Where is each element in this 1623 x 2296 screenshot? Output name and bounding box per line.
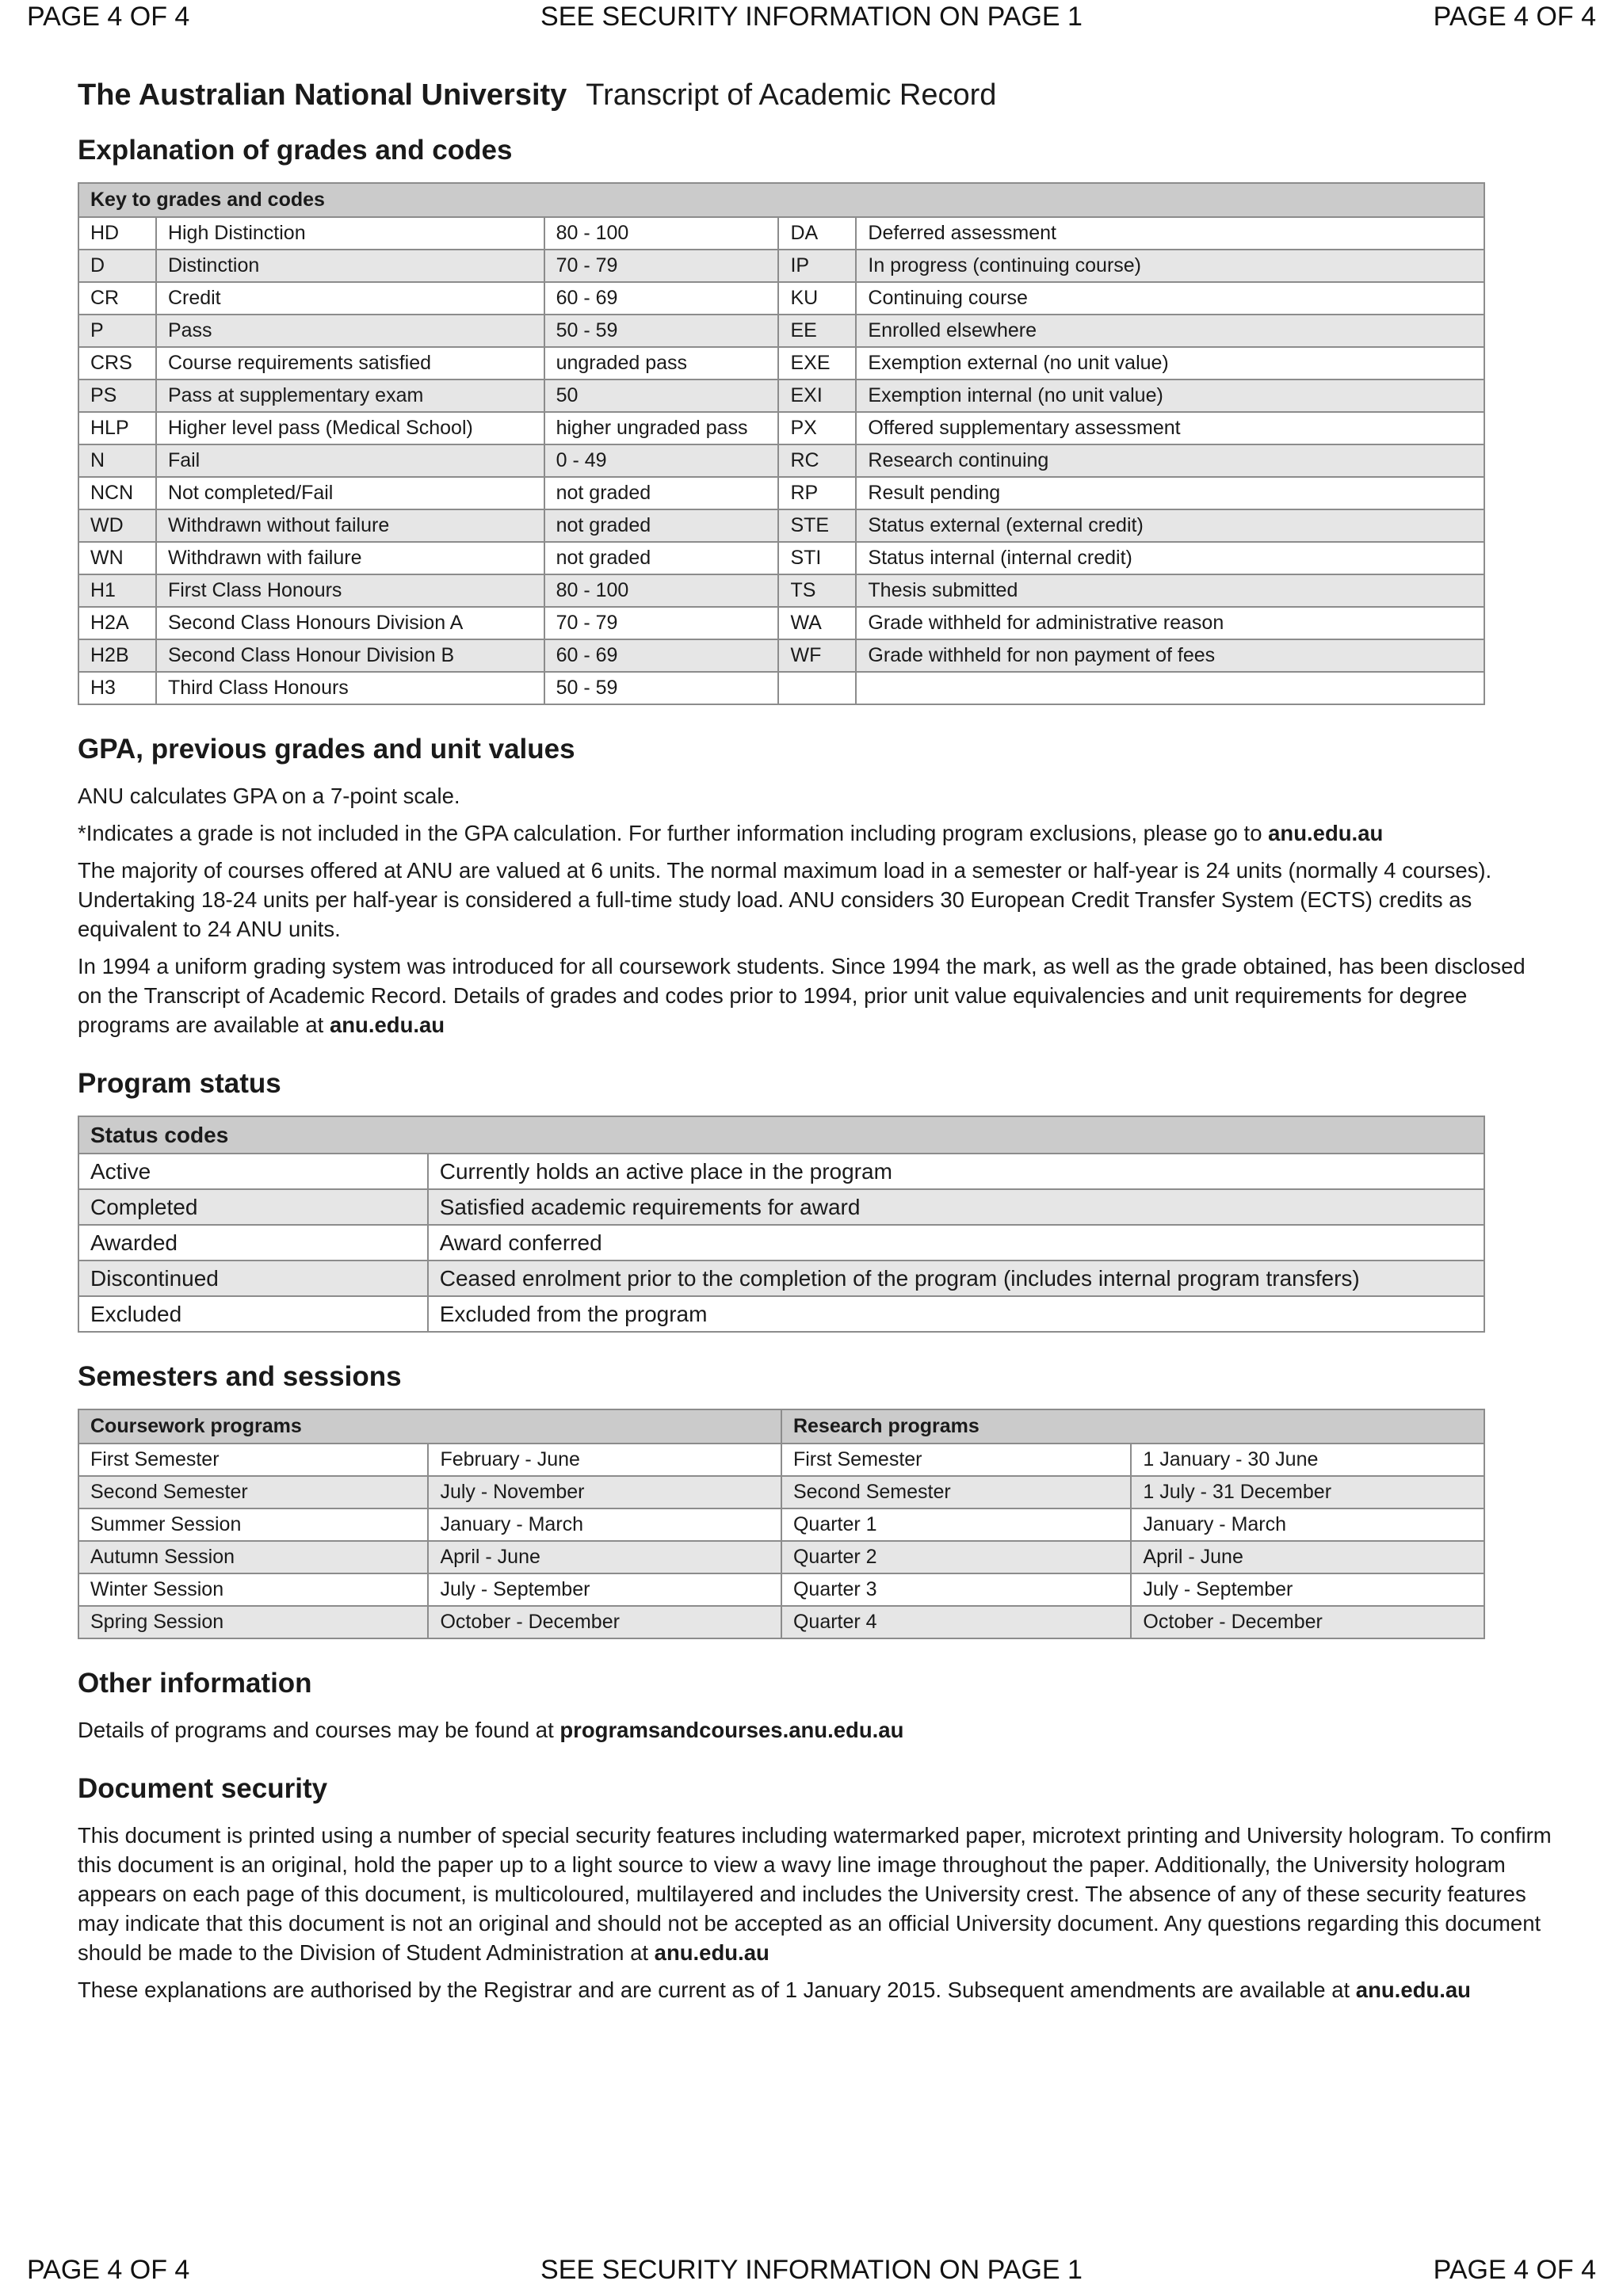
status-code-description [856,672,1484,704]
program-status: Awarded [78,1225,428,1261]
security-heading: Document security [78,1773,328,1804]
anu-link[interactable]: anu.edu.au [654,1940,769,1965]
security-notice: SEE SECURITY INFORMATION ON PAGE 1 [540,2,1083,32]
status-codes-table [78,1116,1485,1333]
grade-description: Course requirements satisfied [156,347,544,379]
grade-description: Distinction [156,250,544,282]
program-status: Discontinued [78,1261,428,1296]
grades-table-title: Key to grades and codes [78,183,1484,217]
grade-code: H1 [78,574,156,607]
semesters-heading: Semesters and sessions [78,1361,402,1392]
grade-range: 80 - 100 [544,574,779,607]
grade-description: High Distinction [156,217,544,250]
grade-code: WN [78,542,156,574]
coursework-period: January - March [428,1508,781,1541]
document-title: Transcript of Academic Record [586,78,997,112]
grade-code: D [78,250,156,282]
grade-range: 70 - 79 [544,250,779,282]
status-code: TS [778,574,856,607]
research-period: 1 July - 31 December [1131,1476,1484,1508]
program-status-description: Currently holds an active place in the program [428,1154,1484,1189]
coursework-programs-title: Coursework programs [78,1409,781,1444]
table-row [78,672,1484,704]
status-code-description: Exemption external (no unit value) [856,347,1484,379]
research-session: Quarter 1 [781,1508,1131,1541]
grade-code: NCN [78,477,156,509]
grade-range: 60 - 69 [544,639,779,672]
grade-description: Higher level pass (Medical School) [156,412,544,444]
status-code: EXE [778,347,856,379]
research-programs-title: Research programs [781,1409,1484,1444]
grade-range: 50 - 59 [544,672,779,704]
coursework-period: October - December [428,1606,781,1638]
page-marker-top [0,0,1623,38]
grade-range: 0 - 49 [544,444,779,477]
table-row [78,574,1484,607]
anu-link[interactable]: anu.edu.au [329,1013,445,1037]
grade-range: not graded [544,477,779,509]
table-row [78,639,1484,672]
document-header [78,74,1552,119]
program-status-description: Ceased enrolment prior to the completion of the program (includes internal program transfers) [428,1261,1484,1296]
grade-description: First Class Honours [156,574,544,607]
grade-range: 70 - 79 [544,607,779,639]
program-status-description: Award conferred [428,1225,1484,1261]
grade-description: Pass [156,315,544,347]
other-info-text: Details of programs and courses may be found at programsandcourses.anu.edu.au [78,1718,904,1742]
grading-history-text: In 1994 a uniform grading system was introduced for all coursework students. Since 1994 the mark, as well as the grade obtained, has been disclosed on the Transcript of Academic Record. Details of grades and codes prior to 1994, prior unit value equivalencies and unit requirements for degree programs are available at anu.edu.au [78,954,1526,1037]
table-row [78,1606,1484,1638]
grade-code: CR [78,282,156,315]
research-session: Second Semester [781,1476,1131,1508]
status-code-description: Continuing course [856,282,1484,315]
research-session: Quarter 4 [781,1606,1131,1638]
status-code: RP [778,477,856,509]
status-code-description: Deferred assessment [856,217,1484,250]
anu-link[interactable]: anu.edu.au [1355,1978,1471,2002]
grade-description: Second Class Honours Division A [156,607,544,639]
status-code-description: Thesis submitted [856,574,1484,607]
grade-code: H3 [78,672,156,704]
table-row [78,1508,1484,1541]
table-row [78,412,1484,444]
table-row [78,509,1484,542]
research-session: Quarter 3 [781,1573,1131,1606]
table-row [78,607,1484,639]
grade-code: H2B [78,639,156,672]
table-row [78,1573,1484,1606]
grade-range: not graded [544,542,779,574]
research-session: First Semester [781,1444,1131,1476]
grade-description: Third Class Honours [156,672,544,704]
coursework-period: April - June [428,1541,781,1573]
grade-code: H2A [78,607,156,639]
coursework-session: Summer Session [78,1508,428,1541]
coursework-period: July - September [428,1573,781,1606]
table-row [78,347,1484,379]
status-code-description: Research continuing [856,444,1484,477]
grade-code: HD [78,217,156,250]
grade-range: 60 - 69 [544,282,779,315]
grades-heading: Explanation of grades and codes [78,135,513,166]
status-code: STI [778,542,856,574]
status-code-description: Grade withheld for administrative reason [856,607,1484,639]
table-row [78,477,1484,509]
coursework-session: Winter Session [78,1573,428,1606]
gpa-exclusion-text: *Indicates a grade is not included in the GPA calculation. For further information including program exclusions, please go to anu.edu.au [78,821,1384,845]
research-period: January - March [1131,1508,1484,1541]
table-row [78,542,1484,574]
status-code: IP [778,250,856,282]
security-text: This document is printed using a number of special security features including watermarked paper, microtext printing and University hologram. To confirm this document is an original, hold the paper up to a light source to view a wavy line image throughout the paper. Additionally, the University hologram appears on each page of this document, is multicoloured, multilayered and includes the University crest. The absence of any of these security features may indicate that this document is not an original and should not be accepted as an official University document. Any questions regarding this document should be made to the Division of Student Administration at anu.edu.au [78,1823,1552,1965]
coursework-period: July - November [428,1476,781,1508]
grade-code: HLP [78,412,156,444]
status-code: RC [778,444,856,477]
table-row [78,1444,1484,1476]
coursework-session: First Semester [78,1444,428,1476]
research-period: 1 January - 30 June [1131,1444,1484,1476]
status-table-title: Status codes [78,1116,1484,1154]
program-status: Active [78,1154,428,1189]
table-row [78,1476,1484,1508]
status-code-description: Result pending [856,477,1484,509]
program-status: Completed [78,1189,428,1225]
status-code-description: Status internal (internal credit) [856,542,1484,574]
grade-description: Withdrawn without failure [156,509,544,542]
status-code-description: In progress (continuing course) [856,250,1484,282]
page-number-left: PAGE 4 OF 4 [27,2255,190,2285]
page-number-left: PAGE 4 OF 4 [27,2,190,32]
grade-code: CRS [78,347,156,379]
other-info-heading: Other information [78,1668,312,1699]
grade-range: 80 - 100 [544,217,779,250]
table-row [78,315,1484,347]
program-status-heading: Program status [78,1068,281,1099]
programs-courses-link[interactable]: programsandcourses.anu.edu.au [559,1718,904,1742]
grade-code: PS [78,379,156,412]
grade-range: higher ungraded pass [544,412,779,444]
document-body [78,74,1552,2012]
grade-range: 50 - 59 [544,315,779,347]
anu-link[interactable]: anu.edu.au [1268,821,1384,845]
table-row [78,1225,1484,1261]
gpa-heading: GPA, previous grades and unit values [78,734,575,765]
status-code: KU [778,282,856,315]
authorisation-text: These explanations are authorised by the Registrar and are current as of 1 January 2015. Subsequent amendments are available at anu.edu.au [78,1978,1471,2002]
status-code [778,672,856,704]
table-row [78,379,1484,412]
research-period: April - June [1131,1541,1484,1573]
table-row [78,1541,1484,1573]
grade-description: Fail [156,444,544,477]
status-code: WF [778,639,856,672]
research-period: July - September [1131,1573,1484,1606]
status-code: DA [778,217,856,250]
grade-code: P [78,315,156,347]
status-code-description: Exemption internal (no unit value) [856,379,1484,412]
program-status-description: Satisfied academic requirements for award [428,1189,1484,1225]
grade-range: not graded [544,509,779,542]
grade-range: 50 [544,379,779,412]
status-code: EE [778,315,856,347]
status-code-description: Grade withheld for non payment of fees [856,639,1484,672]
grade-description: Second Class Honour Division B [156,639,544,672]
table-row [78,282,1484,315]
table-row [78,1296,1484,1332]
research-period: October - December [1131,1606,1484,1638]
program-status-description: Excluded from the program [428,1296,1484,1332]
status-code: PX [778,412,856,444]
gpa-scale-text: ANU calculates GPA on a 7-point scale. [78,784,460,808]
table-row [78,1261,1484,1296]
page-number-right: PAGE 4 OF 4 [1433,2,1596,32]
table-row [78,444,1484,477]
table-row [78,250,1484,282]
table-row [78,1154,1484,1189]
semesters-table [78,1409,1485,1639]
status-code-description: Offered supplementary assessment [856,412,1484,444]
coursework-period: February - June [428,1444,781,1476]
unit-values-text: The majority of courses offered at ANU are valued at 6 units. The normal maximum load in a semester or half-year is 24 units (normally 4 courses). Undertaking 18-24 units per half-year is considered a full-time study load. ANU considers 30 European Credit Transfer System (ECTS) credits as equivalent to 24 ANU units. [78,858,1492,941]
status-code: STE [778,509,856,542]
research-session: Quarter 2 [781,1541,1131,1573]
grade-description: Pass at supplementary exam [156,379,544,412]
coursework-session: Spring Session [78,1606,428,1638]
grades-table [78,182,1485,705]
coursework-session: Autumn Session [78,1541,428,1573]
status-code-description: Enrolled elsewhere [856,315,1484,347]
security-notice: SEE SECURITY INFORMATION ON PAGE 1 [540,2255,1083,2285]
coursework-session: Second Semester [78,1476,428,1508]
program-status: Excluded [78,1296,428,1332]
grade-range: ungraded pass [544,347,779,379]
table-row [78,1189,1484,1225]
status-code: EXI [778,379,856,412]
grade-description: Not completed/Fail [156,477,544,509]
grade-description: Withdrawn with failure [156,542,544,574]
table-row [78,217,1484,250]
status-code: WA [778,607,856,639]
grade-code: WD [78,509,156,542]
grade-description: Credit [156,282,544,315]
page-marker-bottom [0,2253,1623,2291]
university-name: The Australian National University [78,78,567,112]
status-code-description: Status external (external credit) [856,509,1484,542]
grade-code: N [78,444,156,477]
page-number-right: PAGE 4 OF 4 [1433,2255,1596,2285]
